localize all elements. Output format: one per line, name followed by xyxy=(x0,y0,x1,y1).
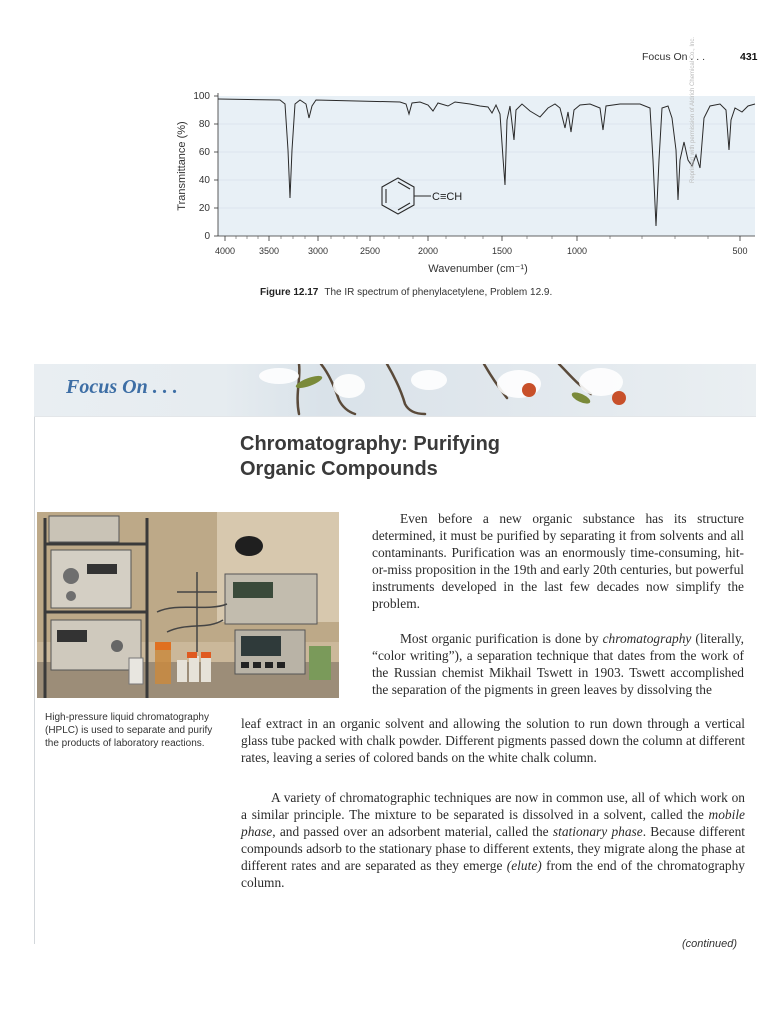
term-stationary-phase: stationary phase xyxy=(552,824,643,839)
y-tick-label: 40 xyxy=(198,175,210,186)
paragraph-1-text: Even before a new organic substance has its structure determined, it must be purified by separating it from solvents and all contaminants. Purification was an enormously time-consuming, hit-or-miss proposition in the 19th and early 20th centuries, but powerful instruments developed in the last few decades now simplify the problem. xyxy=(372,511,744,611)
frame-rule-top xyxy=(34,416,756,417)
x-axis-label: Wavenumber (cm⁻¹) xyxy=(428,263,528,275)
x-tick-label: 3500 xyxy=(258,246,280,256)
paragraph-2-text-a: Most organic purification is done by xyxy=(400,631,603,646)
article-title xyxy=(240,432,660,482)
x-tick-label: 4000 xyxy=(214,246,236,256)
plot-area xyxy=(218,96,755,236)
x-tick-label: 2500 xyxy=(359,246,381,256)
ir-spectrum-figure xyxy=(0,0,768,300)
running-header-section: Focus On . . . xyxy=(642,51,706,63)
alkyne-label: C≡CH xyxy=(432,191,463,203)
page-number: 431 xyxy=(740,51,758,63)
figure-credit: Reprinted with permission of Aldrich Chemical Co., Inc. xyxy=(690,36,696,183)
paragraph-3-text-d: from the end of the chromatography column. xyxy=(241,858,746,890)
paragraph-3-text-c: . Because different compounds adsorb to the stationary phase to different extents, they migrate along the phase at different rates and are separated as they emerge xyxy=(241,824,745,873)
article-title-line2: Organic Compounds xyxy=(240,458,438,480)
x-tick-label: 500 xyxy=(732,246,748,256)
y-tick-label: 0 xyxy=(204,231,210,242)
y-tick-label: 100 xyxy=(193,91,210,102)
y-tick-label: 20 xyxy=(198,203,210,214)
focus-on-banner xyxy=(34,364,756,417)
figure-caption-text: The IR spectrum of phenylacetylene, Problem 12.9. xyxy=(324,287,553,298)
y-tick-label: 80 xyxy=(198,119,210,130)
paragraph-2-continued: leaf extract in an organic solvent and allowing the solution to run down through a vertical glass tube packed with chalk powder. Different pigments passed down the column at different rates, leaving a series of colored bands on the white chalk column. xyxy=(241,716,745,765)
paragraph-3 xyxy=(241,789,745,891)
x-tick-label: 2000 xyxy=(417,246,439,256)
paragraph-3-text-a: A variety of chromatographic techniques are now in common use, all of which work on a similar principle. The mixture to be separated is dissolved in a solvent, called the xyxy=(241,790,745,822)
blossom-branch-illustration xyxy=(229,364,649,416)
term-elute: (elute) xyxy=(506,858,542,873)
article-title-line1: Chromatography: Purifying xyxy=(240,433,501,455)
x-tick-label: 1000 xyxy=(566,246,588,256)
paragraph-1 xyxy=(372,510,744,612)
paragraph-2-text-b: (literally, “color writing”), a separation technique that dates from the work of the Russian chemist Mikhail Tswett in 1903. Tswett accomplished the separation of the pigments in green leaves by dissolving the xyxy=(372,631,744,697)
hplc-lab-photo xyxy=(37,512,339,698)
figure-caption xyxy=(260,287,552,298)
figure-number: Figure 12.17 xyxy=(260,287,319,298)
banner-title: Focus On . . . xyxy=(66,376,178,398)
x-minor-ticks xyxy=(236,236,708,239)
term-mobile-phase: mobile phase xyxy=(241,807,745,839)
x-tick-label: 1500 xyxy=(491,246,513,256)
y-axis-label: Transmittance (%) xyxy=(176,121,188,211)
y-tick-label: 60 xyxy=(198,147,210,158)
photo-caption: High-pressure liquid chromatography (HPLC) is used to separate and purify the products of laboratory reactions. xyxy=(45,712,213,749)
x-tick-label: 3000 xyxy=(307,246,329,256)
term-chromatography: chromatography xyxy=(602,631,692,646)
paragraph-2 xyxy=(372,630,744,698)
continued-note: (continued) xyxy=(682,938,738,950)
paragraph-3-text-b: , and passed over an adsorbent material, called the xyxy=(272,824,553,839)
frame-rule-left xyxy=(34,416,35,944)
